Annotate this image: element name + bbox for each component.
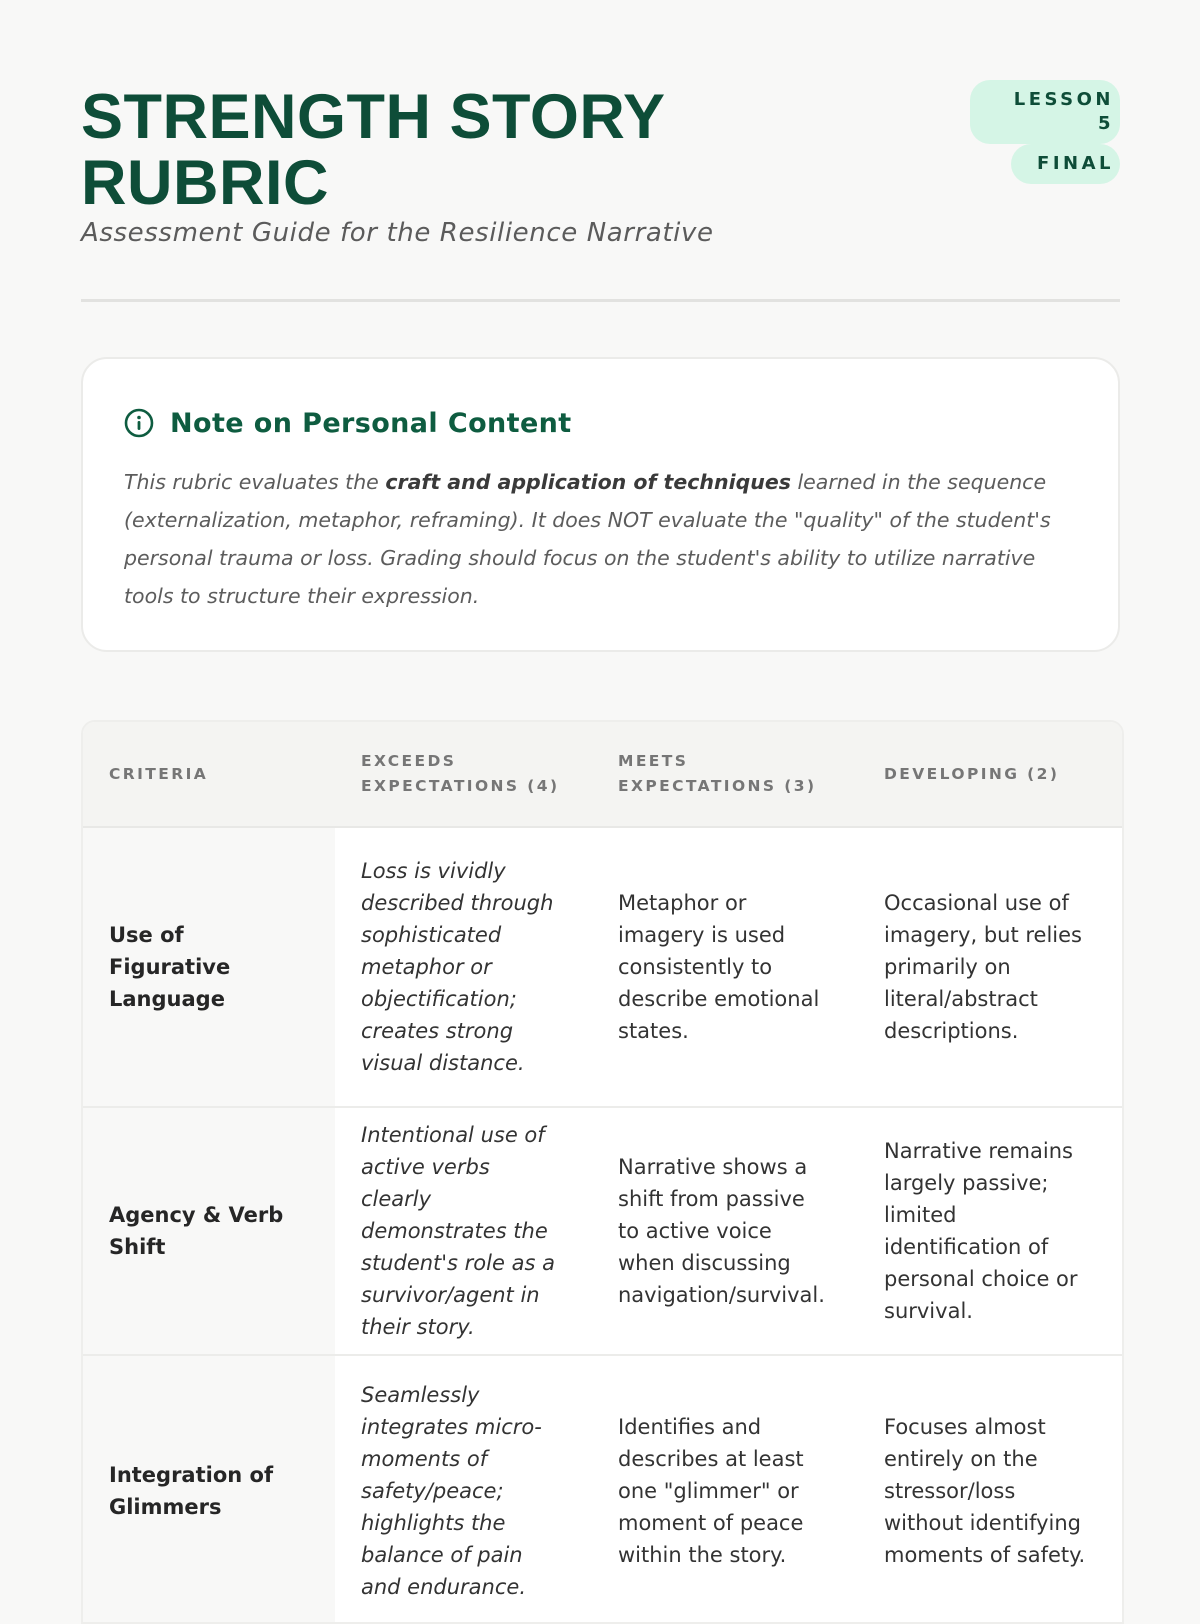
note-title: Note on Personal Content — [170, 407, 572, 439]
header-exceeds: EXCEEDS EXPECTATIONS (4) — [335, 722, 592, 827]
exceeds-cell: Seamlessly integrates micro-moments of safety/peace; highlights the balance of pain and endurance. — [335, 1355, 592, 1624]
table-row — [83, 1107, 1122, 1355]
note-body-rest: learned in the sequence (externalization, metaphor, reframing). It does NOT evaluate the "quality" of the student's personal trauma or loss. Grading should focus on the student's ability to utilize narrative tools to structure their expression. — [124, 470, 1051, 608]
table-header-row — [83, 722, 1122, 827]
table-row — [83, 1355, 1122, 1624]
developing-cell: Narrative remains largely passive; limited identification of personal choice or survival. — [858, 1107, 1122, 1355]
developing-cell: Occasional use of imagery, but relies primarily on literal/abstract descriptions. — [858, 827, 1122, 1107]
exceeds-cell: Intentional use of active verbs clearly demonstrates the student's role as a survivor/agent in their story. — [335, 1107, 592, 1355]
note-body-intro: This rubric evaluates the — [124, 470, 386, 494]
table-row — [83, 827, 1122, 1107]
rubric-table — [83, 722, 1122, 1624]
note-card — [81, 357, 1120, 652]
rubric-table-container — [81, 720, 1124, 1624]
meets-cell: Identifies and describes at least one "glimmer" or moment of peace within the story. — [592, 1355, 858, 1624]
criteria-cell: Integration of Glimmers — [83, 1355, 335, 1624]
page-subtitle: Assessment Guide for the Resilience Narrative — [81, 218, 714, 248]
developing-cell: Focuses almost entirely on the stressor/loss without identifying moments of safety. — [858, 1355, 1122, 1624]
lesson-badge-line2: FINAL — [1011, 144, 1120, 184]
lesson-badge — [970, 80, 1120, 184]
criteria-cell: Agency & Verb Shift — [83, 1107, 335, 1355]
note-body-emphasis: craft and application of techniques — [385, 470, 791, 494]
note-body — [124, 463, 1084, 615]
info-icon — [124, 408, 154, 438]
criteria-cell: Use of Figurative Language — [83, 827, 335, 1107]
exceeds-cell: Loss is vividly described through sophisticated metaphor or objectification; creates strong visual distance. — [335, 827, 592, 1107]
lesson-badge-line1: LESSON 5 — [970, 80, 1120, 144]
meets-cell: Metaphor or imagery is used consistently to describe emotional states. — [592, 827, 858, 1107]
rubric-page — [81, 0, 1120, 1599]
page-header — [81, 0, 1120, 302]
header-criteria: CRITERIA — [83, 722, 335, 827]
header-developing: DEVELOPING (2) — [858, 722, 1122, 827]
meets-cell: Narrative shows a shift from passive to active voice when discussing navigation/survival. — [592, 1107, 858, 1355]
page-title: STRENGTH STORY RUBRIC — [81, 82, 665, 218]
header-meets: MEETS EXPECTATIONS (3) — [592, 722, 858, 827]
note-header — [124, 405, 1078, 441]
